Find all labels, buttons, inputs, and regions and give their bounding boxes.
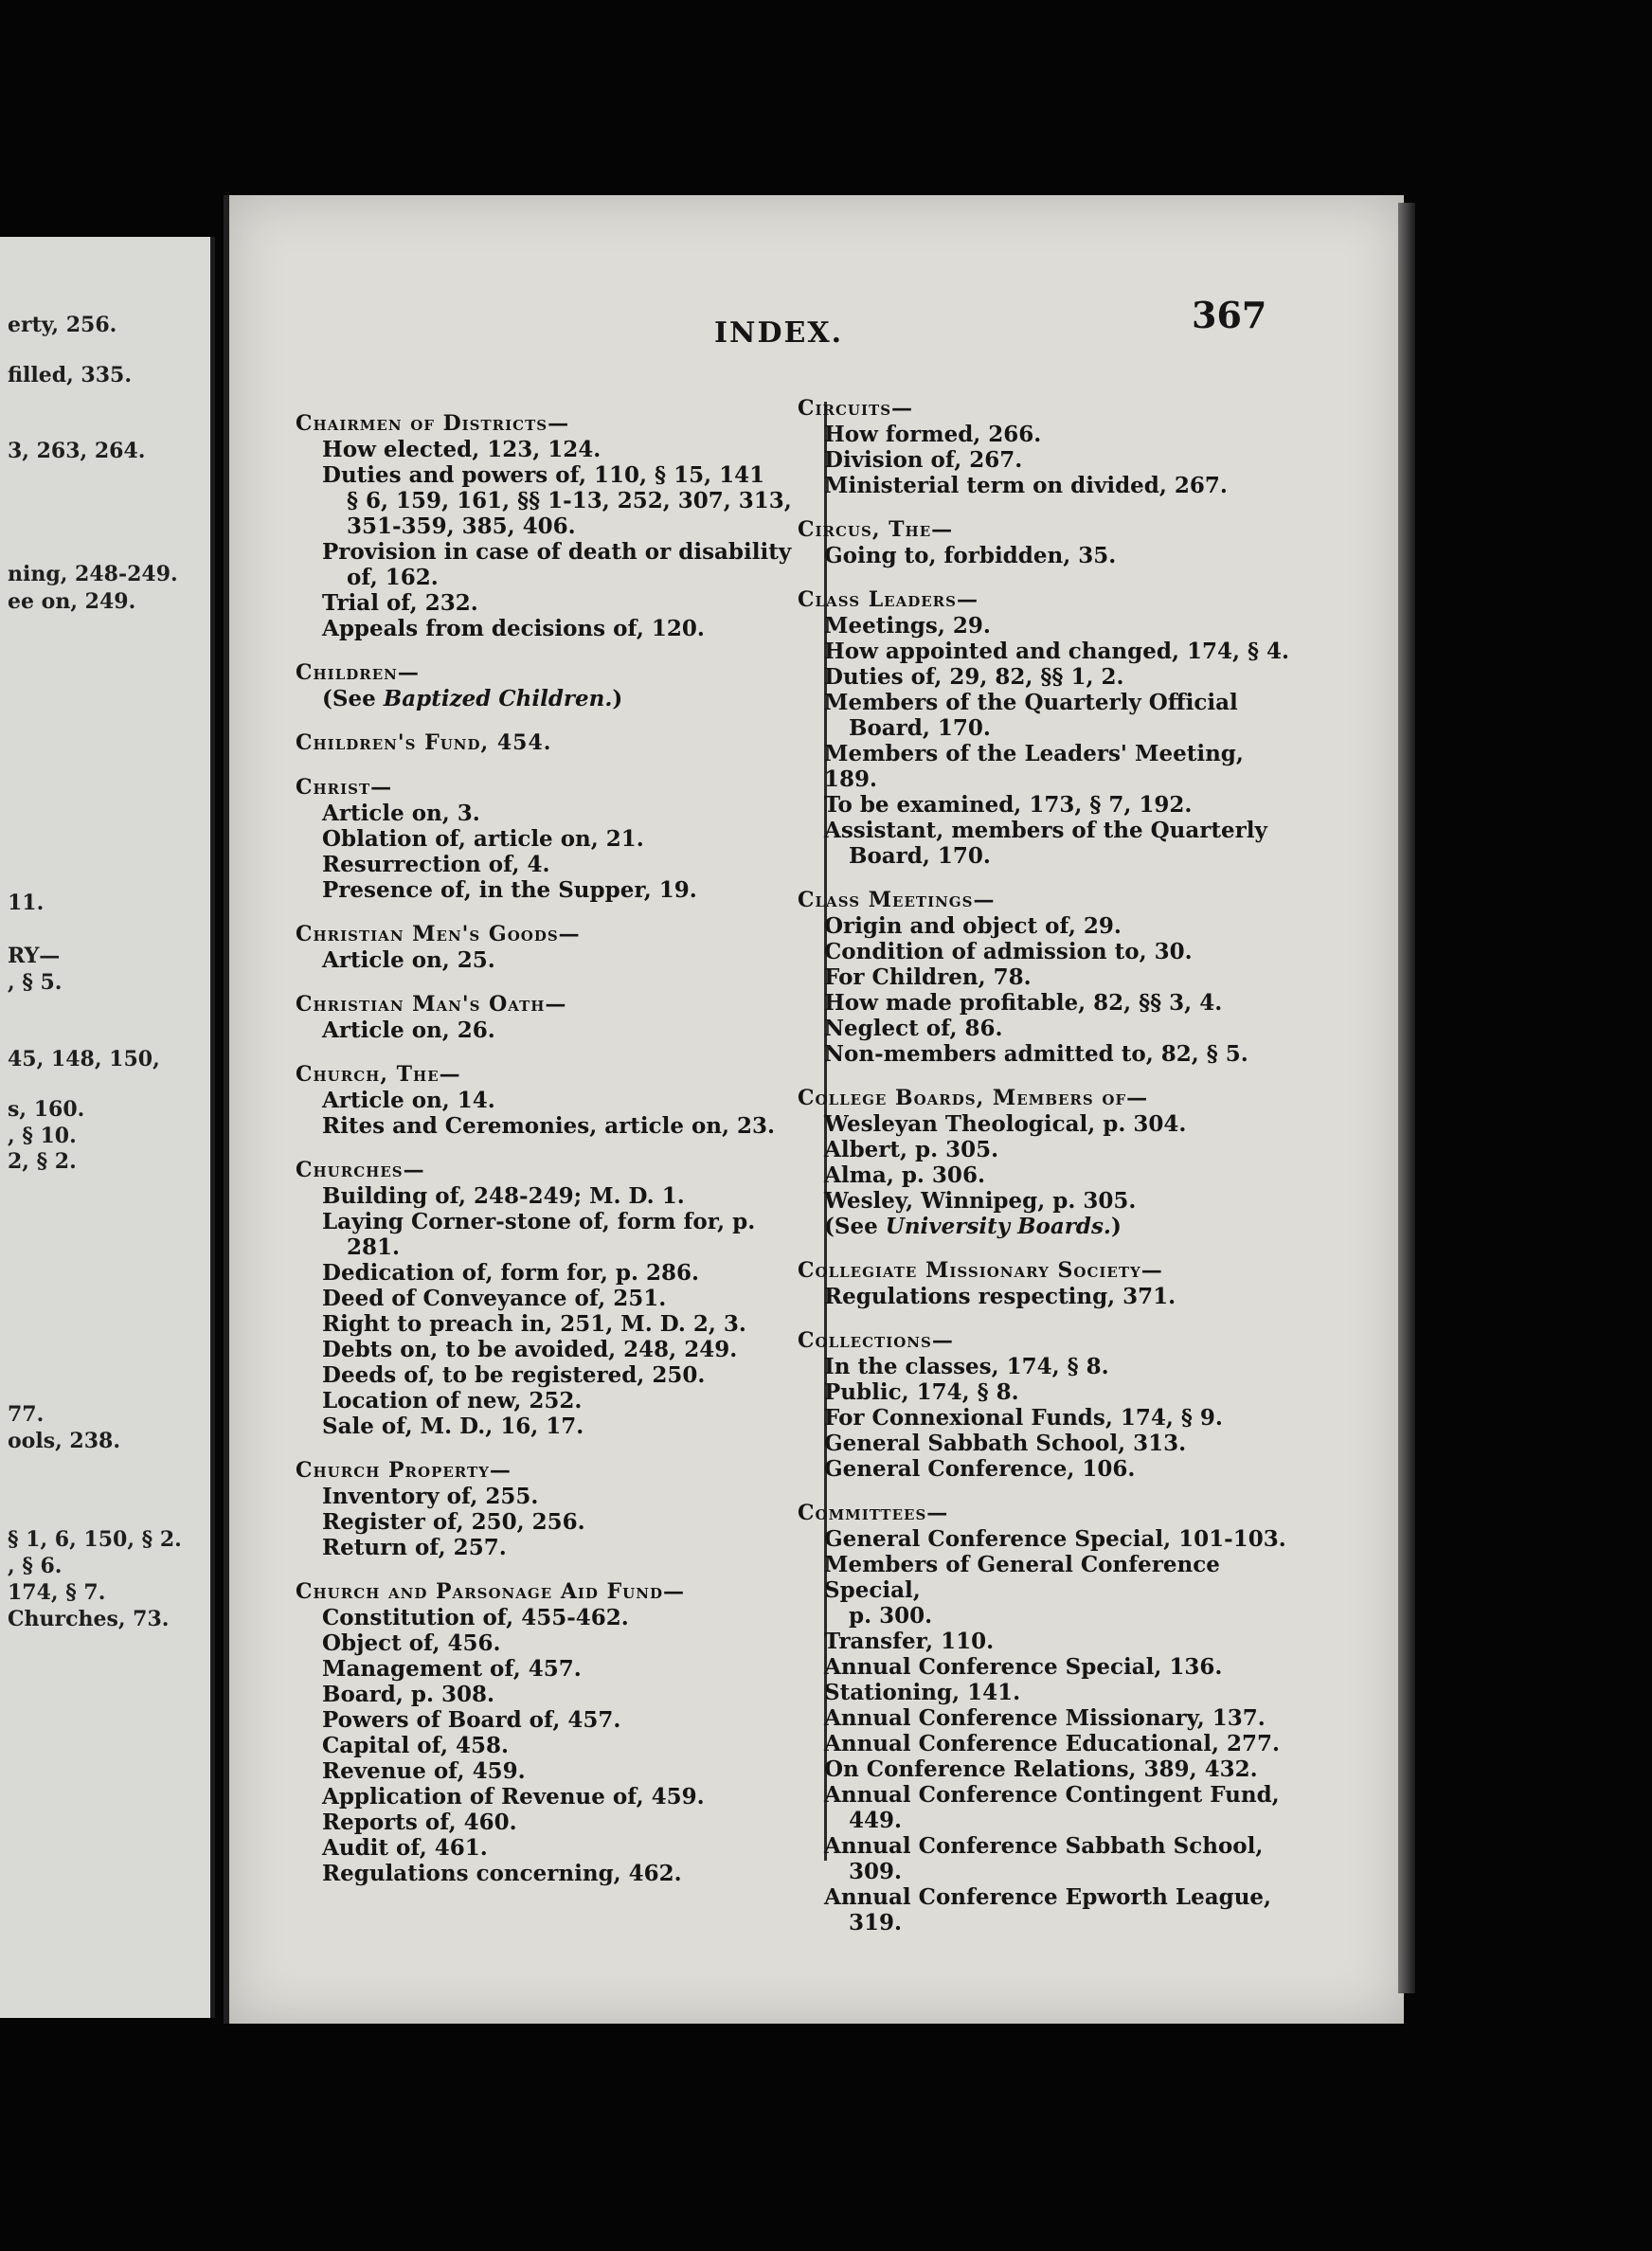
index-subentry [798, 1405, 1290, 1431]
index-subentry [798, 613, 1290, 639]
subentry-text: To be examined, 173, § 7, 192. [824, 792, 1193, 818]
index-subentry [296, 1183, 821, 1209]
subentry-text: Members of General Conference Special, [824, 1552, 1220, 1603]
subentry-text: Rites and Ceremonies, article on, 23. [322, 1113, 776, 1139]
subentry-text: Wesleyan Theological, p. 304. [824, 1111, 1187, 1137]
index-subentry [798, 1111, 1290, 1137]
index-subentry [798, 664, 1290, 690]
index-subentry [296, 1861, 821, 1886]
subentry-text: Condition of admission to, 30. [824, 939, 1193, 964]
index-subentry [798, 990, 1290, 1016]
subentry-text: Regulations respecting, 371. [824, 1284, 1176, 1309]
cross-reference: Baptized Children. [383, 686, 613, 711]
subentry-text: Regulations concerning, 462. [322, 1861, 682, 1886]
left-page-fragment: Churches, 73. [8, 1607, 170, 1631]
subentry-text: Article on, 3. [322, 801, 480, 826]
index-heading: Church, The— [296, 1062, 461, 1087]
left-page-partial [0, 237, 215, 2018]
subentry-continuation: 319. [849, 1910, 903, 1936]
index-entry [296, 1458, 821, 1560]
index-entry [798, 1328, 1290, 1482]
subentry-text: Division of, 267. [824, 447, 1023, 473]
index-subentry [296, 1784, 821, 1810]
index-entry [296, 1158, 821, 1439]
subentry-text: General Sabbath School, 313. [824, 1431, 1187, 1456]
index-entry [296, 411, 821, 641]
index-heading: Church and Parsonage Aid Fund— [296, 1579, 685, 1604]
index-subentry [798, 1041, 1290, 1067]
subentry-text: For Connexional Funds, 174, § 9. [824, 1405, 1223, 1431]
index-subentry [798, 447, 1290, 473]
subentry-text-end: ) [612, 686, 623, 711]
subentry-text-end: ) [1110, 1214, 1122, 1239]
subentry-text: Dedication of, form for, p. 286. [322, 1260, 699, 1286]
left-page-fragment: filled, 335. [8, 363, 132, 387]
index-heading: Class Leaders— [798, 587, 979, 612]
index-subentry [798, 639, 1290, 664]
index-subentry [798, 964, 1290, 990]
subentry-continuation: p. 300. [849, 1603, 933, 1629]
subentry-text: Constitution of, 455-462. [322, 1605, 629, 1630]
index-entry [296, 992, 821, 1043]
left-page-fragment: 45, 148, 150, [8, 1047, 160, 1071]
page-number: 367 [1192, 294, 1267, 336]
index-subentry [296, 1835, 821, 1861]
index-subentry [296, 947, 821, 973]
subentry-text: Annual Conference Missionary, 137. [824, 1705, 1266, 1731]
index-subentry [798, 690, 1290, 741]
index-subentry [798, 1162, 1290, 1188]
index-entry [798, 587, 1290, 869]
left-page-fragment: , § 5. [8, 970, 63, 995]
subentry-continuation: 351-359, 385, 406. [347, 513, 576, 539]
index-subentry [798, 1731, 1290, 1756]
left-page-fragment: 11. [8, 891, 45, 915]
subentry-text: How made profitable, 82, §§ 3, 4. [824, 990, 1223, 1016]
subentry-text: Stationing, 141. [824, 1680, 1021, 1705]
index-subentry [798, 1284, 1290, 1309]
subentry-text: (See [824, 1214, 886, 1239]
index-subentry [296, 462, 821, 539]
index-entry [296, 1062, 821, 1139]
subentry-text: Resurrection of, 4. [322, 852, 550, 877]
index-subentry [798, 1782, 1290, 1833]
index-heading: Circus, The— [798, 517, 954, 542]
subentry-text: Right to preach in, 251, M. D. 2, 3. [322, 1311, 746, 1337]
subentry-continuation: 281. [347, 1234, 401, 1260]
subentry-text: Annual Conference Educational, 277. [824, 1731, 1281, 1756]
subentry-text: Wesley, Winnipeg, p. 305. [824, 1188, 1137, 1214]
index-heading: Class Meetings— [798, 888, 996, 912]
subentry-text: Return of, 257. [322, 1535, 507, 1560]
index-subentry [296, 1733, 821, 1758]
index-subentry [798, 1654, 1290, 1680]
subentry-text: General Conference, 106. [824, 1456, 1136, 1482]
subentry-text: Annual Conference Special, 136. [824, 1654, 1223, 1680]
subentry-text: Debts on, to be avoided, 248, 249. [322, 1337, 738, 1362]
subentry-text: Duties of, 29, 82, §§ 1, 2. [824, 664, 1124, 690]
subentry-text: Sale of, M. D., 16, 17. [322, 1414, 584, 1439]
index-column-left [296, 411, 821, 1905]
index-heading: Christ— [296, 775, 393, 800]
index-subentry [798, 1680, 1290, 1705]
index-heading: Christian Men's Goods— [296, 922, 581, 946]
subentry-text: Trial of, 232. [322, 590, 478, 616]
index-subentry [798, 1456, 1290, 1482]
index-subentry [296, 1260, 821, 1286]
running-head: INDEX. [714, 316, 844, 350]
left-page-fragment: ools, 238. [8, 1429, 120, 1453]
subentry-text: Oblation of, article on, 21. [322, 826, 644, 852]
index-subentry [296, 1388, 821, 1414]
left-page-fragment: 2, § 2. [8, 1149, 77, 1174]
index-entry [296, 660, 821, 711]
index-subentry [798, 1379, 1290, 1405]
subentry-text: Management of, 457. [322, 1656, 582, 1682]
left-page-fragment: § 1, 6, 150, § 2. [8, 1527, 182, 1552]
index-column-right [798, 396, 1290, 1954]
index-subentry [798, 1354, 1290, 1379]
index-subentry [296, 1810, 821, 1835]
subentry-text: Neglect of, 86. [824, 1016, 1003, 1041]
index-subentry [798, 818, 1290, 869]
index-subentry [296, 1605, 821, 1630]
subentry-continuation: of, 162. [347, 565, 439, 590]
left-page-fragment: 174, § 7. [8, 1580, 106, 1605]
index-entry [296, 775, 821, 903]
subentry-text: Members of the Quarterly Official [824, 690, 1238, 715]
index-entry [798, 888, 1290, 1067]
left-page-fragment: RY— [8, 944, 61, 968]
index-subentry [296, 686, 821, 711]
subentry-text: Inventory of, 255. [322, 1484, 539, 1509]
subentry-text: Article on, 25. [322, 947, 495, 973]
index-subentry [798, 1552, 1290, 1629]
subentry-text: Object of, 456. [322, 1630, 501, 1656]
index-subentry [798, 1188, 1290, 1214]
subentry-continuation: 309. [849, 1859, 903, 1884]
subentry-text: Meetings, 29. [824, 613, 991, 639]
index-subentry [798, 1884, 1290, 1936]
left-page-fragment: erty, 256. [8, 313, 117, 337]
subentry-text: How appointed and changed, 174, § 4. [824, 639, 1290, 664]
index-subentry [296, 539, 821, 590]
index-subentry [798, 1756, 1290, 1782]
subentry-text: Public, 174, § 8. [824, 1379, 1019, 1405]
subentry-text: Powers of Board of, 457. [322, 1707, 621, 1733]
index-subentry [296, 1113, 821, 1139]
index-entry [296, 922, 821, 973]
index-subentry [798, 1137, 1290, 1162]
subentry-text: Duties and powers of, 110, § 15, 141 [322, 462, 765, 488]
left-page-fragment: , § 6. [8, 1554, 63, 1578]
subentry-text: Origin and object of, 29. [824, 913, 1122, 939]
subentry-text: Capital of, 458. [322, 1733, 510, 1758]
index-heading: Committees— [798, 1501, 949, 1525]
index-subentry [296, 437, 821, 462]
subentry-text: Members of the Leaders' Meeting, 189. [824, 741, 1244, 792]
index-subentry [798, 1431, 1290, 1456]
subentry-text: Article on, 26. [322, 1017, 495, 1043]
subentry-text: Annual Conference Contingent Fund, [824, 1782, 1280, 1808]
index-subentry [296, 1535, 821, 1560]
subentry-text: Presence of, in the Supper, 19. [322, 877, 697, 903]
index-subentry [798, 1016, 1290, 1041]
index-subentry [296, 1337, 821, 1362]
index-subentry [296, 826, 821, 852]
subentry-text: Deeds of, to be registered, 250. [322, 1362, 706, 1388]
subentry-text: Application of Revenue of, 459. [322, 1784, 705, 1810]
index-subentry [798, 1833, 1290, 1884]
index-subentry [296, 801, 821, 826]
subentry-text: On Conference Relations, 389, 432. [824, 1756, 1258, 1782]
subentry-text: In the classes, 174, § 8. [824, 1354, 1109, 1379]
index-heading: Church Property— [296, 1458, 512, 1483]
index-subentry [296, 1656, 821, 1682]
index-subentry [296, 1286, 821, 1311]
subentry-text: How formed, 266. [824, 422, 1042, 447]
subentry-text: Assistant, members of the Quarterly [824, 818, 1267, 843]
index-entry [798, 517, 1290, 568]
subentry-text: Building of, 248-249; M. D. 1. [322, 1183, 685, 1209]
subentry-text: Annual Conference Epworth League, [824, 1884, 1272, 1910]
index-page [224, 195, 1404, 2024]
index-heading: Christian Man's Oath— [296, 992, 567, 1017]
index-subentry [296, 1362, 821, 1388]
index-subentry [798, 543, 1290, 568]
index-subentry [296, 877, 821, 903]
subentry-text: (See [322, 686, 384, 711]
left-page-fragment: s, 160. [8, 1097, 85, 1122]
subentry-text: Laying Corner-stone of, form for, p. [322, 1209, 756, 1234]
index-heading: Collections— [798, 1328, 954, 1353]
subentry-continuation: 449. [849, 1808, 903, 1833]
index-entry [296, 1579, 821, 1886]
subentry-text: Article on, 14. [322, 1088, 495, 1113]
subentry-text: For Children, 78. [824, 964, 1032, 990]
subentry-text: Location of new, 252. [322, 1388, 583, 1414]
index-subentry [798, 1214, 1290, 1239]
index-subentry [296, 1414, 821, 1439]
index-subentry [296, 1311, 821, 1337]
subentry-continuation: Board, 170. [849, 843, 991, 869]
subentry-text: Board, p. 308. [322, 1682, 495, 1707]
index-subentry [798, 473, 1290, 498]
index-heading: Circuits— [798, 396, 914, 421]
subentry-text: Appeals from decisions of, 120. [322, 616, 705, 641]
cross-reference: University Boards. [885, 1214, 1111, 1239]
index-subentry [296, 616, 821, 641]
page-edge [1398, 203, 1415, 1993]
subentry-text: Going to, forbidden, 35. [824, 543, 1117, 568]
index-entry [798, 1258, 1290, 1309]
index-entry [798, 1086, 1290, 1239]
subentry-text: Register of, 250, 256. [322, 1509, 585, 1535]
left-page-fragment: ee on, 249. [8, 589, 136, 614]
index-heading: Children's Fund, 454. [296, 730, 552, 755]
subentry-text: Reports of, 460. [322, 1810, 517, 1835]
subentry-text: Audit of, 461. [322, 1835, 488, 1861]
index-subentry [296, 590, 821, 616]
subentry-text: Annual Conference Sabbath School, [824, 1833, 1264, 1859]
index-subentry [798, 792, 1290, 818]
left-page-fragment: 77. [8, 1402, 45, 1427]
subentry-text: Deed of Conveyance of, 251. [322, 1286, 667, 1311]
index-subentry [296, 1509, 821, 1535]
index-heading: Children— [296, 660, 420, 685]
subentry-text: General Conference Special, 101-103. [824, 1526, 1286, 1552]
subentry-text: Revenue of, 459. [322, 1758, 526, 1784]
index-subentry [296, 1209, 821, 1260]
index-subentry [296, 1707, 821, 1733]
index-subentry [798, 1526, 1290, 1552]
index-heading: College Boards, Members of— [798, 1086, 1149, 1110]
subentry-continuation: § 6, 159, 161, §§ 1-13, 252, 307, 313, [347, 488, 792, 513]
subentry-text: Non-members admitted to, 82, § 5. [824, 1041, 1248, 1067]
index-subentry [798, 939, 1290, 964]
subentry-continuation: Board, 170. [849, 715, 991, 741]
index-subentry [296, 852, 821, 877]
index-heading: Collegiate Missionary Society— [798, 1258, 1163, 1283]
left-page-fragment: ning, 248-249. [8, 562, 178, 586]
index-subentry [296, 1682, 821, 1707]
index-entry [798, 396, 1290, 498]
subentry-text: How elected, 123, 124. [322, 437, 602, 462]
index-subentry [798, 422, 1290, 447]
index-entry [798, 1501, 1290, 1936]
left-page-fragment: , § 10. [8, 1124, 77, 1148]
index-subentry [296, 1630, 821, 1656]
index-heading: Chairmen of Districts— [296, 411, 570, 436]
index-subentry [798, 1705, 1290, 1731]
index-subentry [798, 913, 1290, 939]
index-subentry [296, 1088, 821, 1113]
subentry-text: Alma, p. 306. [824, 1162, 985, 1188]
index-entry [296, 730, 821, 756]
subentry-text: Albert, p. 305. [824, 1137, 999, 1162]
index-subentry [296, 1017, 821, 1043]
subentry-text: Transfer, 110. [824, 1629, 995, 1654]
index-heading: Churches— [296, 1158, 425, 1182]
subentry-text: Ministerial term on divided, 267. [824, 473, 1228, 498]
index-subentry [798, 1629, 1290, 1654]
index-subentry [296, 1758, 821, 1784]
subentry-text: Provision in case of death or disability [322, 539, 792, 565]
left-page-fragment: 3, 263, 264. [8, 439, 146, 463]
index-subentry [798, 741, 1290, 792]
index-subentry [296, 1484, 821, 1509]
